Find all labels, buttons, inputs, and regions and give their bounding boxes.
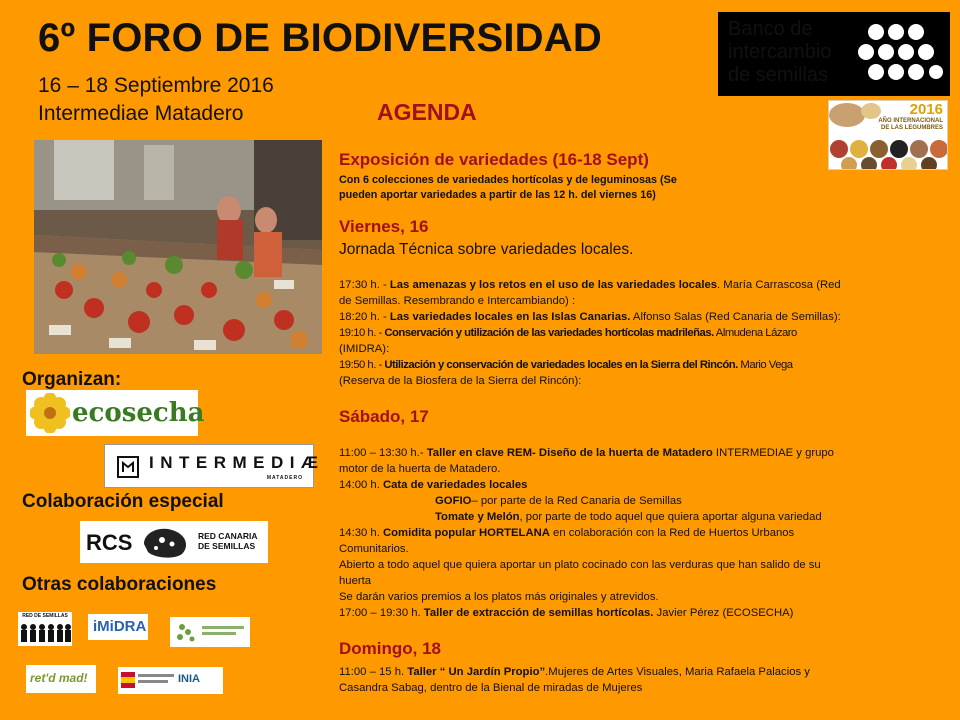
year-of-pulses-logo <box>828 100 948 170</box>
madrid-emblem-icon <box>117 456 139 478</box>
sabado-line: huerta <box>339 575 372 587</box>
banco-logo-line: Banco de <box>728 18 813 40</box>
sabado-line: 14:30 h. Comidita popular HORTELANA en colaboración con la Red de Huertos Urbanos <box>339 527 795 539</box>
sabado-line: 17:00 – 19:30 h. Taller de extracción de semillas hortícolas. Javier Pérez (ECOSECHA) <box>339 607 794 619</box>
banco-logo-line: de semillas <box>728 64 829 86</box>
exhibition-photo <box>34 140 322 354</box>
event-venue: Intermediae Matadero <box>38 102 244 125</box>
page-title: 6º FORO DE BIODIVERSIDAD <box>38 16 602 60</box>
domingo-heading: Domingo, 18 <box>339 639 442 658</box>
rcs-name: RED CANARIA DE SEMILLAS <box>198 531 258 551</box>
rcs-logo <box>80 521 268 563</box>
legumes-year: 2016 <box>909 101 943 118</box>
intermediae-name: INTERMEDIÆ <box>149 453 325 472</box>
sabado-line: motor de la huerta de Matadero. <box>339 463 501 475</box>
sabado-line: Se darán varios premios a los platos más originales y atrevidos. <box>339 591 659 603</box>
ecosecha-logo <box>26 390 205 436</box>
red-huertos-madrid-logo: ret'd mad! <box>26 665 96 693</box>
event-dates: 16 – 18 Septiembre 2016 <box>38 74 274 97</box>
intermediae-sub: MATADERO <box>266 475 303 481</box>
sabado-heading: Sábado, 17 <box>339 407 429 426</box>
sierra-del-rincon-logo <box>170 617 250 647</box>
imidra-logo: iMiDRA <box>88 614 148 640</box>
legumes-subtitle: AÑO INTERNACIONAL DE LAS LEGUMBRES <box>878 118 943 131</box>
viernes-subtitle: Jornada Técnica sobre variedades locales. <box>339 241 634 258</box>
agenda-heading: AGENDA <box>377 99 477 125</box>
talk-item: 18:20 h. - Las variedades locales en las Islas Canarias. Alfonso Salas (Red Canaria de Semillas): <box>339 311 841 323</box>
seeds-icon <box>854 22 946 86</box>
flower-icon <box>30 393 70 433</box>
people-icon <box>18 619 72 645</box>
red-de-semillas-logo: RED DE SEMILLAS <box>18 612 72 646</box>
ministerio-inia-logo: INIA <box>118 667 223 694</box>
sabado-line: 14:00 h. Cata de variedades locales <box>339 479 528 491</box>
sabado-line: Comunitarios. <box>339 543 409 555</box>
talk-item: 19:10 h. - Conservación y utilización de las variedades hortícolas madrileñas. Almudena Lázaro <box>339 327 797 339</box>
other-collaborations-label: Otras colaboraciones <box>22 574 217 595</box>
domingo-line: 11:00 – 15 h. Taller “ Un Jardín Propio”.Mujeres de Artes Visuales, Maria Rafaela Palacios y <box>339 666 810 678</box>
exposicion-text: Con 6 colecciones de variedades hortícolas y de leguminosas (Se <box>339 174 677 186</box>
talk-item: 19:50 h. - Utilización y conservación de variedades locales en la Sierra del Rincón. Mario Vega <box>339 359 793 371</box>
canary-islands-icon <box>140 524 192 560</box>
rcs-acronym: RCS <box>86 530 133 555</box>
organizers-label: Organizan: <box>22 369 122 390</box>
sabado-line: Tomate y Melón, por parte de todo aquel que quiera aportar alguna variedad <box>435 511 822 523</box>
banco-semillas-logo <box>718 12 950 96</box>
talk-item-cont: (Reserva de la Biosfera de la Sierra del Rincón): <box>339 375 582 387</box>
talk-item-cont: de Semillas. Resembrando e Intercambiando) : <box>339 295 576 307</box>
exposicion-heading: Exposición de variedades (16-18 Sept) <box>339 150 649 169</box>
viernes-heading: Viernes, 16 <box>339 217 429 236</box>
banco-logo-line: intercambio <box>728 41 832 63</box>
special-collaboration-label: Colaboración especial <box>22 491 224 512</box>
talk-item-cont: (IMIDRA): <box>339 343 390 355</box>
sabado-line: GOFIO– por parte de la Red Canaria de Semillas <box>435 495 682 507</box>
exposicion-text: pueden aportar variedades a partir de las 12 h. del viernes 16) <box>339 189 656 201</box>
domingo-line: Casandra Sabag, dentro de la Bienal de miradas de Mujeres <box>339 682 643 694</box>
sabado-line: 11:00 – 13:30 h.- Taller en clave REM- Diseño de la huerta de Matadero INTERMEDIAE y grupo <box>339 447 834 459</box>
talk-item: 17:30 h. - Las amenazas y los retos en el uso de las variedades locales. María Carrascosa (Red <box>339 279 841 291</box>
intermediae-logo <box>104 444 325 488</box>
ecosecha-name: ecosecha <box>72 398 205 428</box>
sabado-line: Abierto a todo aquel que quiera aportar un plato cocinado con las verduras que han salido de su <box>339 559 821 571</box>
